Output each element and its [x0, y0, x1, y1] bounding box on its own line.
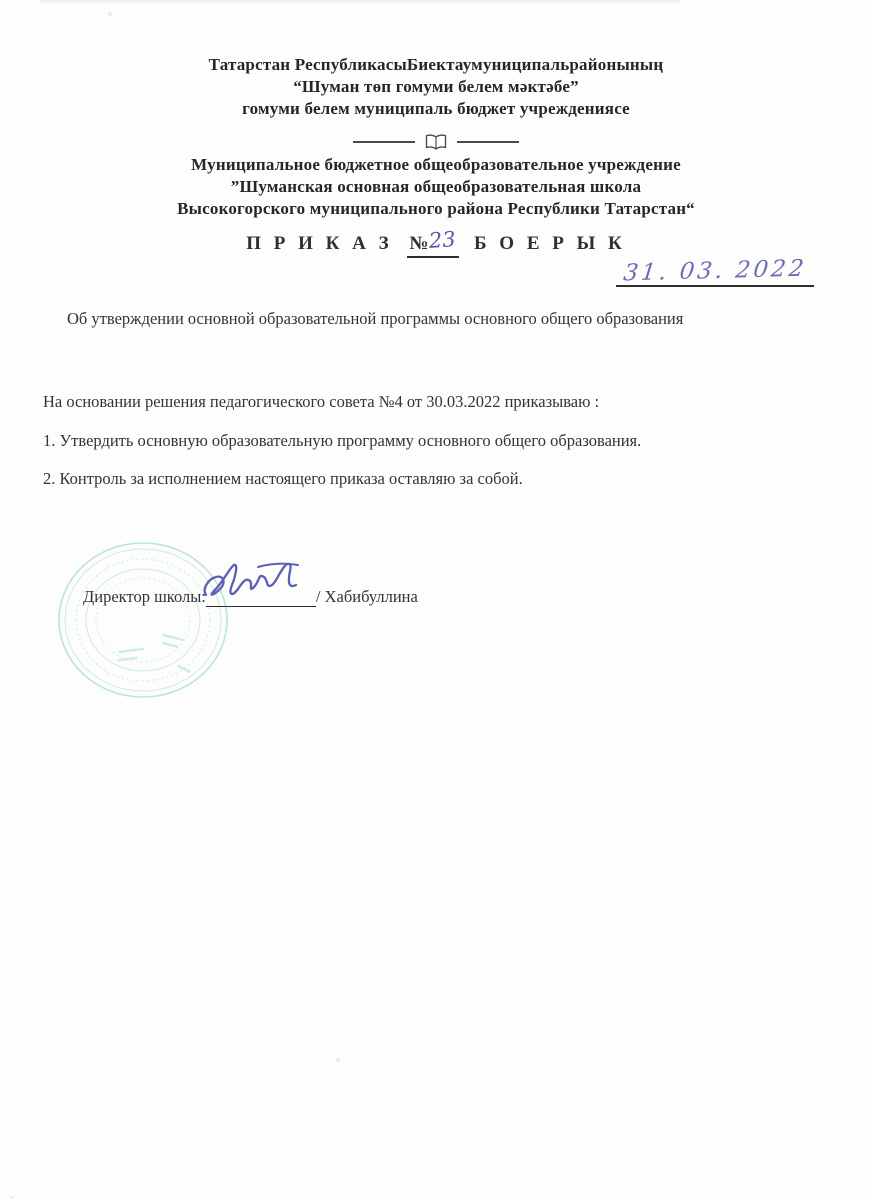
- letterhead-tatar-line1: Татарстан РеспубликасыБиектаумуниципальрайонының: [208, 55, 664, 74]
- order-number-handwritten: 23: [427, 227, 456, 253]
- signature-line: [206, 588, 316, 607]
- order-number-field: [407, 227, 459, 258]
- open-book-icon: [424, 134, 448, 151]
- order-title-line: [0, 227, 872, 258]
- letterhead-tatar: [0, 54, 872, 120]
- date-handwritten: 31. 03. 2022: [622, 255, 808, 287]
- body-paragraph-basis: На основании решения педагогического совета №4 от 30.03.2022 приказываю :: [43, 392, 600, 411]
- scan-artifact: [40, 0, 680, 4]
- number-sign: №: [409, 233, 429, 254]
- signature-name: / Хабибуллина: [315, 587, 418, 606]
- signature-label: Директор школы:: [83, 587, 206, 606]
- order-word-boeryk: Б О Е Р Ы К: [473, 233, 626, 254]
- date-field: [616, 255, 814, 287]
- letterhead-tatar-line2: “Шуман төп гомуми белем мәктәбе”: [293, 77, 579, 96]
- order-subject: Об утверждении основной образовательной программы основного общего образования: [67, 309, 684, 328]
- letterhead-russian-line1: Муниципальное бюджетное общеобразовательное учреждение: [191, 155, 681, 174]
- order-word-prikaz: П Р И К А З: [246, 233, 393, 254]
- divider-rule-left: [353, 141, 415, 143]
- scan-speck: [10, 1196, 15, 1199]
- body-item-2: 2. Контроль за исполнением настоящего приказа оставляю за собой.: [43, 469, 523, 488]
- divider-rule-right: [457, 141, 519, 143]
- letterhead-divider: [0, 131, 872, 153]
- letterhead-russian: [0, 154, 872, 220]
- body-item-1: 1. Утвердить основную образовательную программу основного общего образования.: [43, 431, 642, 450]
- letterhead-tatar-line3: гомуми белем муниципаль бюджет учреждениясе: [242, 99, 630, 118]
- letterhead-russian-line3: Высокогорского муниципального района Республики Татарстан“: [177, 199, 695, 218]
- scan-speck: [336, 1058, 340, 1062]
- signature-row: [83, 587, 418, 607]
- director-signature-icon: [200, 555, 318, 612]
- letterhead-russian-line2: ”Шуманская основная общеобразовательная школа: [230, 177, 642, 196]
- scan-speck: [108, 12, 112, 16]
